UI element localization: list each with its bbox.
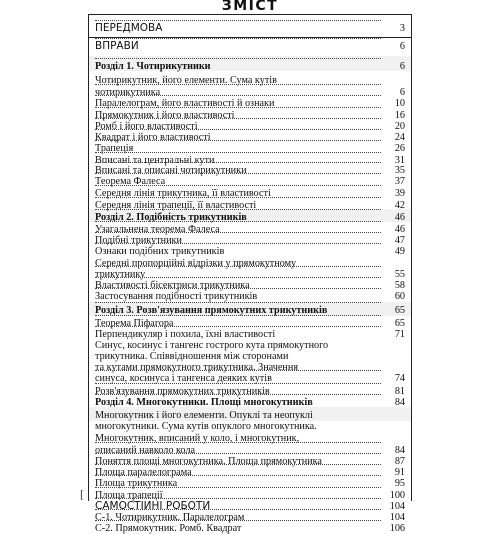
toc-entry-page: 91 [394, 467, 405, 478]
toc-entry-title: ПЕРЕДМОВА [95, 23, 163, 34]
toc-entry-title: трикутнику [95, 269, 146, 280]
dot-leader [95, 302, 381, 303]
dot-leader [95, 84, 381, 85]
toc-entry-title: Середня лінія трапеції, її властивості [95, 200, 257, 211]
toc-entry-title: Прямокутник і його властивості [95, 110, 235, 121]
toc-entry-title: Вписані та описані чотирикутники [95, 165, 247, 176]
toc-entry-page: 104 [389, 512, 405, 523]
toc-entry-page: 6 [399, 87, 405, 98]
toc-entry-title: Ромб і його властивості [95, 121, 198, 132]
dot-leader [95, 107, 381, 108]
toc-entry-page: 87 [394, 456, 405, 467]
dot-leader [95, 95, 381, 96]
toc-entry-page: 65 [394, 318, 405, 329]
toc-entry-page: 49 [394, 246, 405, 257]
toc-entry-title: Застосування подібності трикутників [95, 291, 258, 302]
toc-entry-title: Розділ 1. Чотирикутники [95, 61, 211, 72]
dot-leader [95, 152, 381, 153]
dot-leader [95, 20, 381, 21]
toc-entry-page: 100 [389, 490, 405, 501]
toc-entry-page: 42 [394, 200, 405, 211]
toc-entry-title: Синус, косинус і тангенс гострого кута прямокутного [95, 340, 329, 351]
toc-entry-title: синуса, косинуса і тангенса деяких кутів [95, 373, 272, 384]
toc-entry-title: Розділ 2. Подібність трикутників [95, 212, 247, 223]
toc-entry-title: Теорема Піфагора [95, 318, 174, 329]
dot-leader [95, 370, 381, 371]
dot-leader [95, 58, 381, 59]
toc-entry-title: Паралелограм, його властивості й ознаки [95, 98, 275, 109]
toc-entry-page: 31 [394, 155, 405, 166]
toc-entry-page: 37 [394, 176, 405, 187]
toc-entry-page: 26 [394, 143, 405, 154]
dot-leader [95, 315, 381, 316]
dot-leader [95, 140, 381, 141]
dot-leader [95, 464, 381, 465]
toc-entry-page: 6 [399, 61, 405, 72]
dot-leader [95, 442, 381, 443]
dot-leader [95, 162, 381, 163]
toc-entry-title: Властивості бісектриси трикутника [95, 280, 250, 291]
dot-leader [95, 288, 381, 289]
toc-entry-title: Площа трикутника [95, 478, 178, 489]
toc-entry-page: 3 [399, 23, 405, 34]
dot-leader [95, 475, 381, 476]
toc-entry-title: ВПРАВИ [95, 41, 139, 52]
toc-entry-page: 24 [394, 132, 405, 143]
toc-entry-title: описаний навколо кола [95, 445, 195, 456]
toc-entry-title: трикутника. Співвідношення між сторонами [95, 351, 289, 362]
toc-entry-page: 95 [394, 478, 405, 489]
toc-entry-title: Чотирикутник, його елементи. Сума кутів [95, 75, 277, 86]
toc-entry-title: САМОСТІЙНІ РОБОТИ [95, 501, 211, 512]
dot-leader [95, 173, 381, 174]
toc-entry-page: 104 [389, 501, 405, 512]
toc-entry-title: Площа паралелограма [95, 467, 192, 478]
toc-entry-page: 46 [394, 212, 405, 223]
toc-entry-title: Подібні трикутники [95, 235, 182, 246]
toc-entry-page: 60 [394, 291, 405, 302]
page-title: ЗМІСТ [221, 0, 279, 14]
toc-entry-title: Розв'язування прямокутних трикутників [95, 386, 270, 397]
table-of-contents [88, 14, 412, 534]
toc-entry-page: 20 [394, 121, 405, 132]
dot-leader [95, 277, 381, 278]
toc-entry-title: Перпендикуляр і похила, їхні властивості [95, 329, 276, 340]
dot-leader [95, 394, 381, 395]
dot-leader [95, 383, 381, 384]
dot-leader [95, 520, 381, 521]
toc-entry-page: 71 [394, 329, 405, 340]
toc-entry-page: 58 [394, 280, 405, 291]
dot-leader [95, 232, 381, 233]
toc-entry-page: 6 [399, 41, 405, 52]
toc-entry-page: 46 [394, 224, 405, 235]
dot-leader [95, 509, 381, 510]
toc-entry-page: 65 [394, 305, 405, 316]
toc-entry-title: Вписані та центральні кути [95, 155, 215, 166]
toc-entry-page: 74 [394, 373, 405, 384]
dot-leader [95, 221, 381, 222]
toc-entry-page: 81 [394, 386, 405, 397]
toc-entry-title: Ознаки подібних трикутників [95, 246, 225, 257]
toc-entry-title: та кутами прямокутного трикутника. Значення [95, 362, 299, 373]
toc-entry-page: 39 [394, 188, 405, 199]
dot-leader [95, 129, 381, 130]
toc-entry-title: Середня лінія трикутника, її властивості [95, 188, 271, 199]
dot-leader [95, 197, 381, 198]
toc-entry-title: Трапеція [95, 143, 134, 154]
toc-entry-page: 47 [394, 235, 405, 246]
toc-entry-title: Розділ 4. Многокутники. Площі многокутників [95, 397, 313, 408]
toc-entry-page: 10 [394, 98, 405, 109]
toc-entry-title: Многокутник і його елементи. Опуклі та неопуклі [95, 410, 313, 421]
dot-leader [95, 326, 381, 327]
toc-entry-title: чотирикутника [95, 87, 161, 98]
toc-entry-title: Многокутник, вписаний у коло, і многокутник, [95, 433, 300, 444]
dot-leader [95, 498, 381, 499]
toc-entry-title: С-2. Прямокутник. Ромб. Квадрат [95, 523, 242, 534]
toc-entry-title: Квадрат і його властивості [95, 132, 211, 143]
toc-entry-title: Середні пропорційні відрізки у прямокутному [95, 258, 297, 269]
toc-entry-title: Площа трапеції [95, 490, 163, 501]
toc-entry-page: 55 [394, 269, 405, 280]
toc-entry-title: Поняття площі многокутника. Площа прямокутника [95, 456, 322, 467]
toc-entry-page: 84 [394, 445, 405, 456]
toc-entry-title: Теорема Фалеса [95, 176, 166, 187]
dot-leader [95, 243, 381, 244]
dot-leader [95, 38, 381, 39]
bracket-mark: [ [80, 487, 84, 501]
toc-entry-page: 35 [394, 165, 405, 176]
toc-entry-title: Узагальнена теорема Фалеса [95, 224, 220, 235]
dot-leader [95, 118, 381, 119]
toc-entry-page: 106 [389, 523, 405, 534]
dot-leader [95, 185, 381, 186]
toc-entry-page: 16 [394, 110, 405, 121]
toc-entry-title: многокутники. Сума кутів опуклого многокутника. [95, 421, 317, 432]
dot-leader [95, 453, 381, 454]
dot-leader [95, 209, 381, 210]
toc-entry-title: Розділ 3. Розв'язування прямокутних трикутників [95, 305, 328, 316]
dot-leader [95, 487, 381, 488]
toc-entry-page: 84 [394, 397, 405, 408]
toc-entry-title: С-1. Чотирикутник. Паралелограм [95, 512, 245, 523]
dot-leader [95, 266, 381, 267]
